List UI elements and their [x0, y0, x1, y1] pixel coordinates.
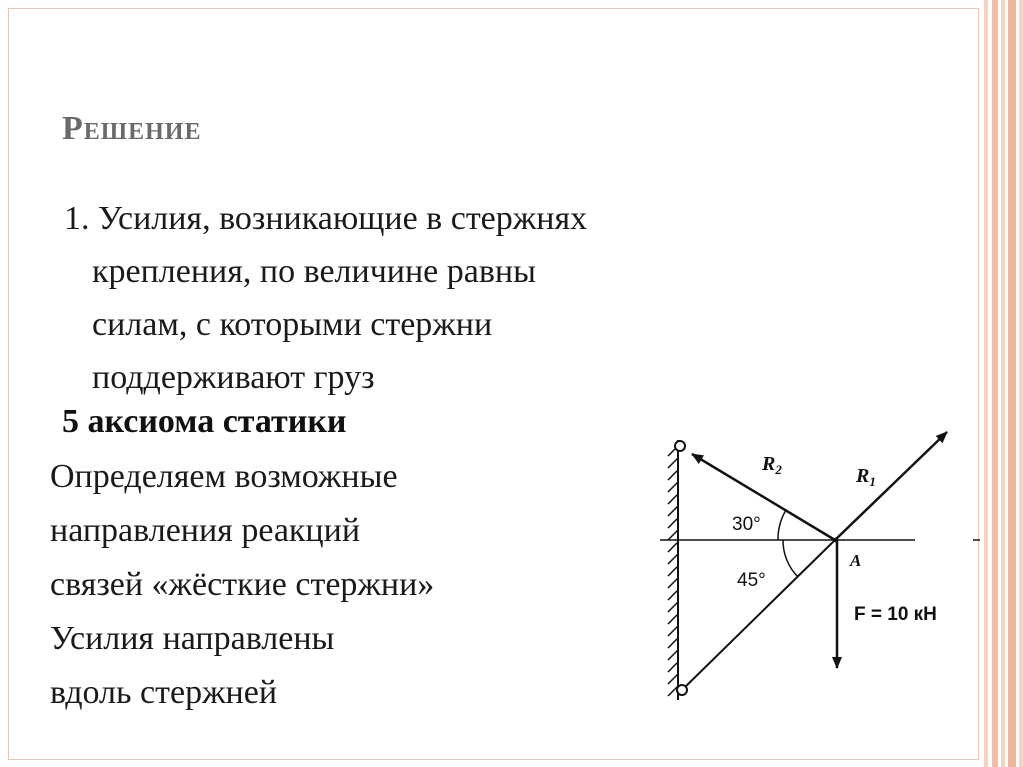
hinge-top — [675, 441, 685, 451]
r1-label: $R_1$ — [856, 465, 876, 489]
decorative-stripes — [984, 0, 1024, 767]
desc-line-4: Усилия направлены — [50, 620, 335, 657]
slide-title: Решение — [62, 110, 202, 147]
angle-30-label: 30° — [732, 514, 761, 535]
angle-45-label: 45° — [737, 570, 766, 591]
point-a-dot — [834, 538, 839, 543]
point-a-label: A — [850, 551, 862, 570]
desc-line-2: направления реакций — [50, 512, 361, 549]
r1-arrow — [835, 432, 947, 540]
angle-arc-30 — [778, 510, 786, 540]
desc-line-5: вдоль стержней — [50, 674, 278, 711]
point-line-4: поддерживают груз — [92, 359, 375, 396]
point-one-text — [64, 192, 824, 404]
force-label: F = 10 кН — [854, 604, 937, 625]
desc-line-3: связей «жёсткие стержни» — [50, 566, 435, 603]
angle-arc-45 — [783, 540, 798, 577]
hinge-bottom — [677, 685, 687, 695]
description-text — [50, 450, 434, 720]
rod-bottom — [682, 540, 835, 690]
r2-label: $R_2$ — [762, 453, 782, 477]
wall-hatching — [668, 446, 678, 696]
point-line-1: 1. Усилия, возникающие в стержнях — [64, 200, 588, 237]
axiom-heading: 5 аксиома статики — [62, 403, 347, 440]
desc-line-1: Определяем возможные — [50, 458, 398, 495]
point-line-3: силам, с которыми стержни — [92, 306, 493, 343]
force-diagram — [640, 400, 985, 720]
point-line-2: крепления, по величине равны — [92, 253, 536, 290]
